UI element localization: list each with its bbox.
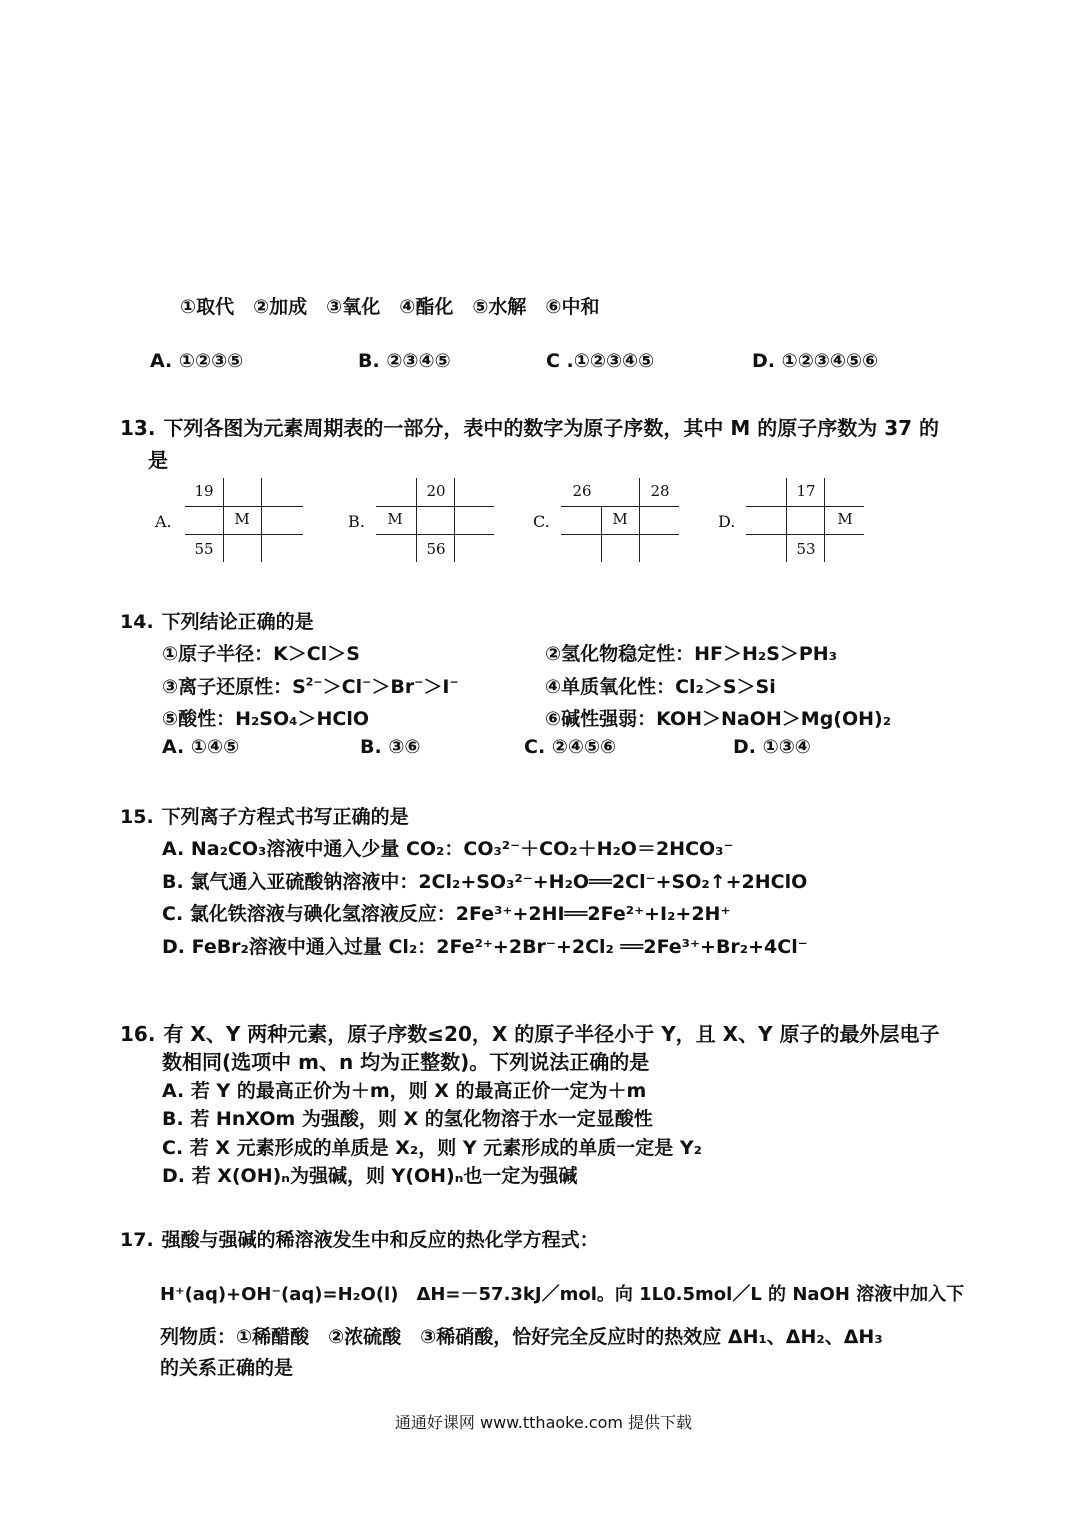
q14-s3-part-b: ＞Cl (322, 676, 363, 698)
table-c-mid: M (612, 510, 628, 528)
q16-option-d: D. 若 X(OH)ₙ为强碱，则 Y(OH)ₙ也一定为强碱 (162, 1165, 578, 1187)
page-footer: 通通好课网 www.tthaoke.com 提供下载 (394, 1413, 693, 1432)
q15-option-d: D. FeBr₂溶液中通入过量 Cl₂：2Fe²⁺+2Br⁻+2Cl₂ ══2Fe³⁺+Br₂+4Cl⁻ (162, 936, 808, 958)
q16-option-b: B. 若 HnXOm 为强酸，则 X 的氢化物溶于水一定显酸性 (162, 1108, 653, 1130)
q12-option-b: B. ②③④⑤ (358, 350, 451, 372)
q17-stem-line3: 列物质：①稀醋酸 ②浓硫酸 ③稀硝酸，恰好完全反应时的热效应 ΔH₁、ΔH₂、ΔH₃ (160, 1326, 883, 1348)
q15-stem-text: 下列离子方程式书写正确的是 (161, 806, 409, 828)
q14-option-c: C. ②④⑤⑥ (524, 736, 617, 758)
q14-statement-4: ④单质氧化性：Cl₂＞S＞Si (545, 676, 776, 698)
q12-option-a: A. ①②③⑤ (150, 350, 244, 372)
table-d-mid: M (837, 510, 853, 528)
table-d-top: 17 (796, 482, 816, 500)
q13-stem-line2: 是 (148, 448, 168, 472)
table-d-label: D. (718, 512, 736, 531)
q14-stem (120, 607, 314, 634)
q14-s3-part-c: ＞Br (371, 676, 415, 698)
table-c-label: C. (533, 512, 550, 531)
q15-option-c: C. 氯化铁溶液与碘化氢溶液反应：2Fe³⁺+2HI══2Fe²⁺+I₂+2H⁺ (162, 903, 731, 925)
q16-text1: 有 X、Y 两种元素，原子序数≤20，X 的原子半径小于 Y，且 X、Y 原子的最外层电子 (163, 1022, 940, 1046)
q17-number: 17. (120, 1229, 154, 1251)
q13-text1: 下列各图为元素周期表的一部分，表中的数字为原子序数，其中 M 的原子序数为 37 的 (163, 416, 940, 440)
q12-option-d: D. ①②③④⑤⑥ (752, 350, 879, 372)
q14-option-a: A. ①④⑤ (162, 736, 240, 758)
q15-option-b: B. 氯气通入亚硫酸钠溶液中：2Cl₂+SO₃²⁻+H₂O══2Cl⁻+SO₂↑+2HClO (162, 871, 808, 893)
table-a-mid: M (234, 510, 250, 528)
q16-option-c: C. 若 X 元素形成的单质是 X₂，则 Y 元素形成的单质一定是 Y₂ (162, 1137, 702, 1159)
table-b-bottom: 56 (426, 540, 446, 558)
table-c-top-right: 28 (650, 482, 670, 500)
table-a-label: A. (155, 512, 172, 531)
q17-stem-line1 (120, 1225, 599, 1252)
q17-text1: 强酸与强碱的稀溶液发生中和反应的热化学方程式： (161, 1229, 599, 1251)
q12-reaction-types: ①取代 ②加成 ③氧化 ④酯化 ⑤水解 ⑥中和 (180, 296, 600, 318)
periodic-table-d (718, 478, 1008, 568)
q14-option-b: B. ③⑥ (360, 736, 421, 758)
q14-statement-1: ①原子半径：K＞Cl＞S (162, 643, 360, 665)
table-a-bottom: 55 (194, 540, 214, 558)
q14-option-d: D. ①③④ (733, 736, 811, 758)
table-c-top-left: 26 (572, 482, 592, 500)
q14-s3-part-a: ③离子还原性：S (162, 676, 306, 698)
q13-number: 13. (120, 416, 156, 440)
table-b-mid: M (387, 510, 403, 528)
table-a-top: 19 (194, 482, 214, 500)
q14-s3-part-d: ＞I (423, 676, 450, 698)
q14-statement-6: ⑥碱性强弱：KOH＞NaOH＞Mg(OH)₂ (545, 708, 892, 730)
q16-stem-line1 (120, 1018, 940, 1047)
q14-statement-5: ⑤酸性：H₂SO₄＞HClO (162, 708, 369, 730)
q14-stem-text: 下列结论正确的是 (161, 611, 314, 633)
q15-stem (120, 802, 409, 829)
q16-option-a: A. 若 Y 的最高正价为＋m，则 X 的最高正价一定为＋m (162, 1080, 647, 1102)
q13-stem-line1 (120, 412, 939, 441)
table-b-top: 20 (426, 482, 446, 500)
q12-option-c: C .①②③④⑤ (546, 350, 655, 372)
q15-number: 15. (120, 806, 154, 828)
q16-number: 16. (120, 1022, 156, 1046)
q17-stem-line4: 的关系正确的是 (160, 1357, 294, 1379)
q15-option-a: A. Na₂CO₃溶液中通入少量 CO₂：CO₃²⁻＋CO₂＋H₂O＝2HCO₃⁻ (162, 838, 734, 860)
q17-stem-line2: H⁺(aq)+OH⁻(aq)=H₂O(l) ΔH=－57.3kJ／mol。向 1L0.5mol／L 的 NaOH 溶液中加入下 (160, 1284, 965, 1305)
table-d-bottom: 53 (796, 540, 816, 558)
q14-statement-2: ②氢化物稳定性：HF＞H₂S＞PH₃ (545, 643, 838, 665)
q14-statement-3: ③离子还原性：$S^{2-}>Cl^->Br^->I^-$ (162, 675, 459, 698)
q14-number: 14. (120, 611, 154, 633)
q16-stem-line2: 数相同(选项中 m、n 均为正整数)。下列说法正确的是 (162, 1050, 650, 1074)
table-b-label: B. (348, 512, 365, 531)
